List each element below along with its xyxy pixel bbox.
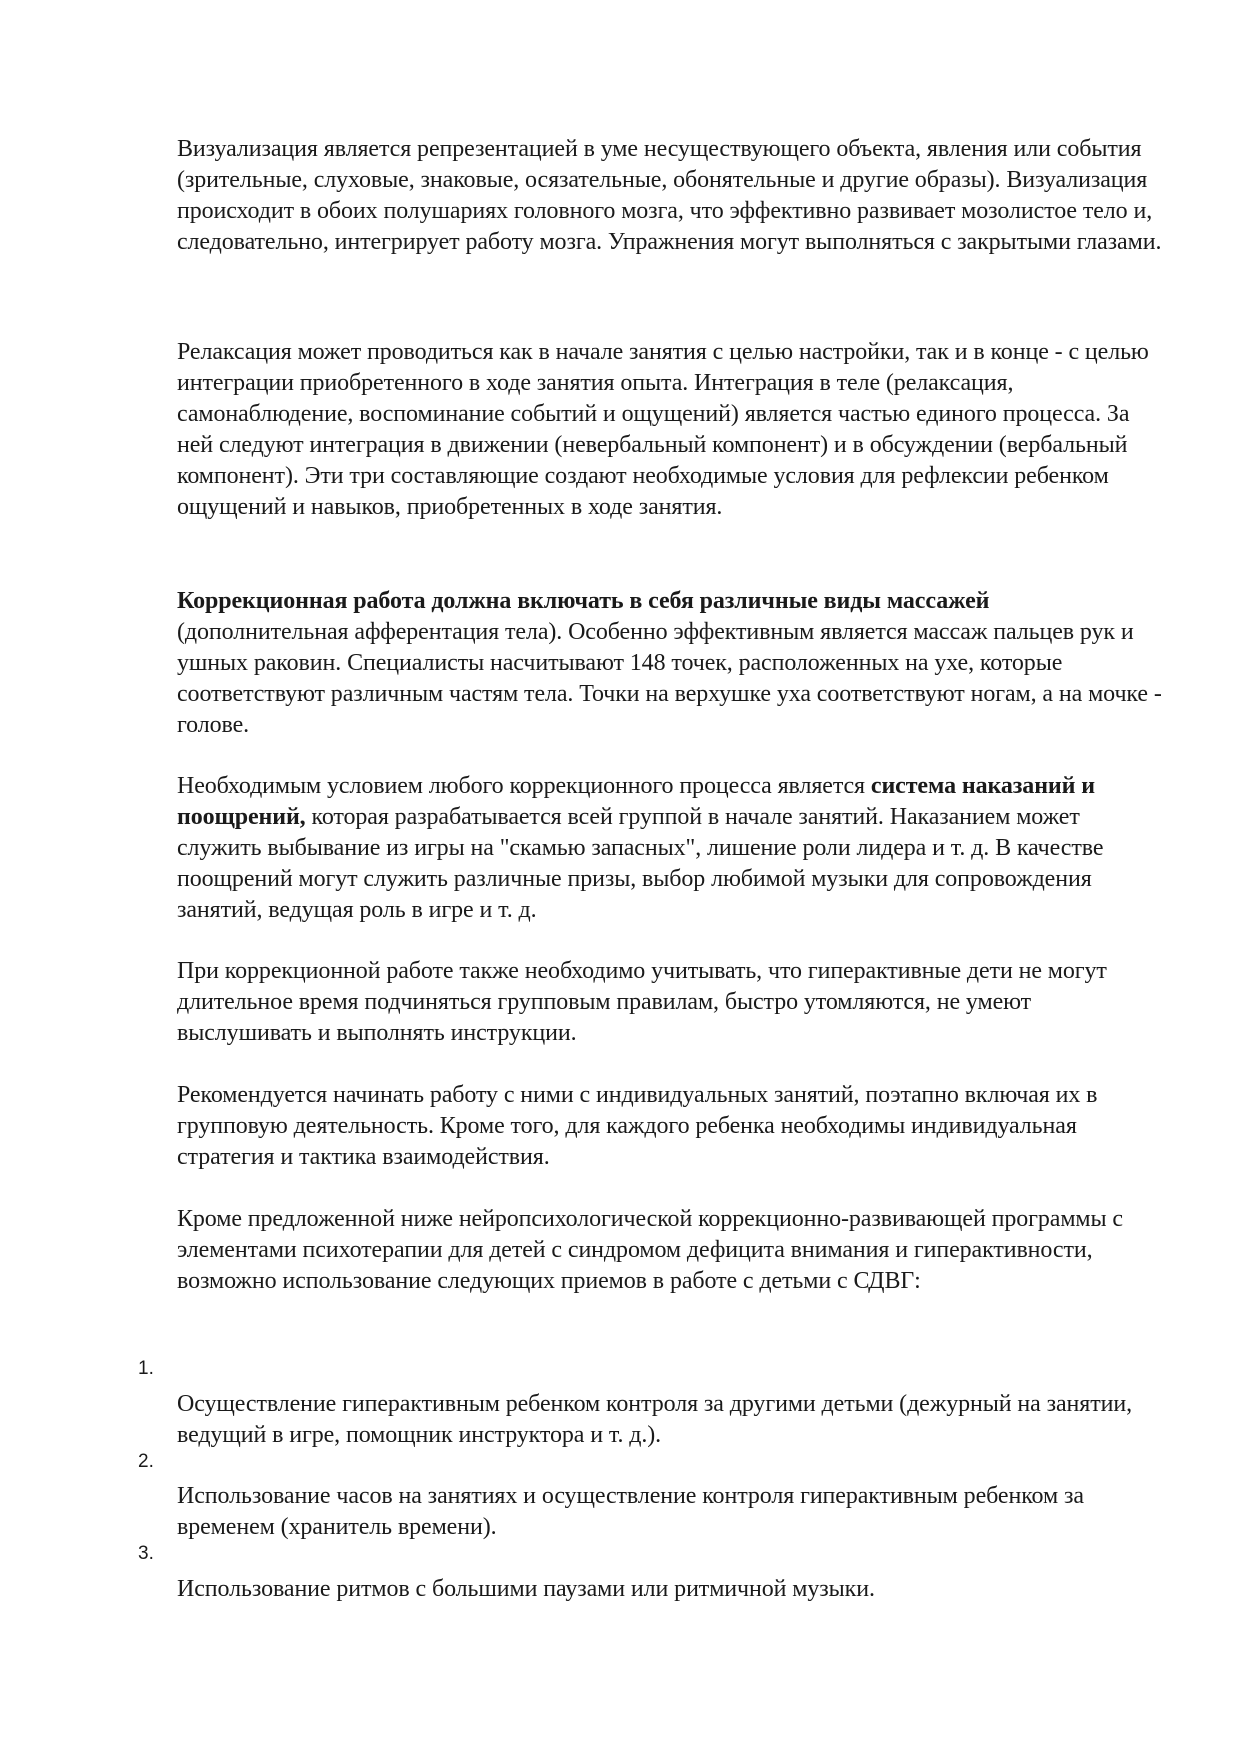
paragraph-rewards <box>177 771 1162 926</box>
paragraph-relaxation: Релаксация может проводиться как в начале занятия с целью настройки, так и в конце - с целью интеграции приобретенного в ходе занятия опыта. Интеграция в теле (релаксация, самонаблюдение, воспоминание событий и ощущений) является частью единого процесса. За ней следуют интеграция в движении (невербальный компонент) и в обсуждении (вербальный компонент). Эти три составляющие создают необходимые условия для рефлексии ребенком ощущений и навыков, приобретенных в ходе занятия. <box>177 339 1149 520</box>
paragraph-massage <box>177 586 1162 741</box>
paragraph-hyperactive: При коррекционной работе также необходимо учитывать, что гиперактивные дети не могут длительное время подчиняться групповым правилам, быстро утомляются, не умеют выслушивать и выполнять инструкции. <box>177 958 1107 1046</box>
massage-bold-text: Коррекционная работа должна включать в себя различные виды массажей <box>177 588 990 614</box>
list-item-text: Осуществление гиперактивным ребенком контроля за другими детьми (дежурный на занятии, ведущий в игре, помощник инструктора и т. д.). <box>177 1391 1133 1448</box>
rewards-rest-text: которая разрабатывается всей группой в начале занятий. Наказанием может служить выбывание из игры на "скамью запасных", лишение роли лидера и т. д. В качестве поощрений могут служить различные призы, выбор любимой музыки для сопровождения занятий, ведущая роль в игре и т. д. <box>177 804 1104 923</box>
list-item-text: Использование часов на занятиях и осуществление контроля гиперактивным ребенком за временем (хранитель времени). <box>177 1483 1084 1540</box>
rewards-bold-text: система наказаний и поощрений, <box>177 773 1096 830</box>
rewards-start-text: Необходимым условием любого коррекционного процесса является <box>177 773 871 799</box>
paragraph-visualization: Визуализация является репрезентацией в уме несуществующего объекта, явления или события (зрительные, слуховые, знаковые, осязательные, обонятельные и другие образы). Визуализация происходит в обоих полушариях головного мозга, что эффективно развивает мозолистое тело и, следовательно, интегрирует работу мозга. Упражнения могут выполняться с закрытыми глазами. <box>177 136 1162 255</box>
paragraph-recommendation: Рекомендуется начинать работу с ними с индивидуальных занятий, поэтапно включая их в групповую деятельность. Кроме того, для каждого ребенка необходимы индивидуальная стратегия и тактика взаимодействия. <box>177 1082 1098 1170</box>
massage-rest-text: (дополнительная афферентация тела). Особенно эффективным является массаж пальцев рук и ушных раковин. Специалисты насчитывают 148 точек, расположенных на ухе, которые соответствуют различным частям тела. Точки на верхушке уха соответствуют ногам, а на мочке - голове. <box>177 619 1162 738</box>
list-item-number: 1. <box>138 1358 154 1379</box>
list-item-text: Использование ритмов с большими паузами или ритмичной музыки. <box>177 1576 875 1602</box>
list-item-number: 3. <box>138 1543 154 1564</box>
paragraph-program: Кроме предложенной ниже нейропсихологической коррекционно-развивающей программы с элементами психотерапии для детей с синдромом дефицита внимания и гиперактивности, возможно использование следующих приемов в работе с детьми с СДВГ: <box>177 1206 1123 1294</box>
list-item-number: 2. <box>138 1451 154 1472</box>
